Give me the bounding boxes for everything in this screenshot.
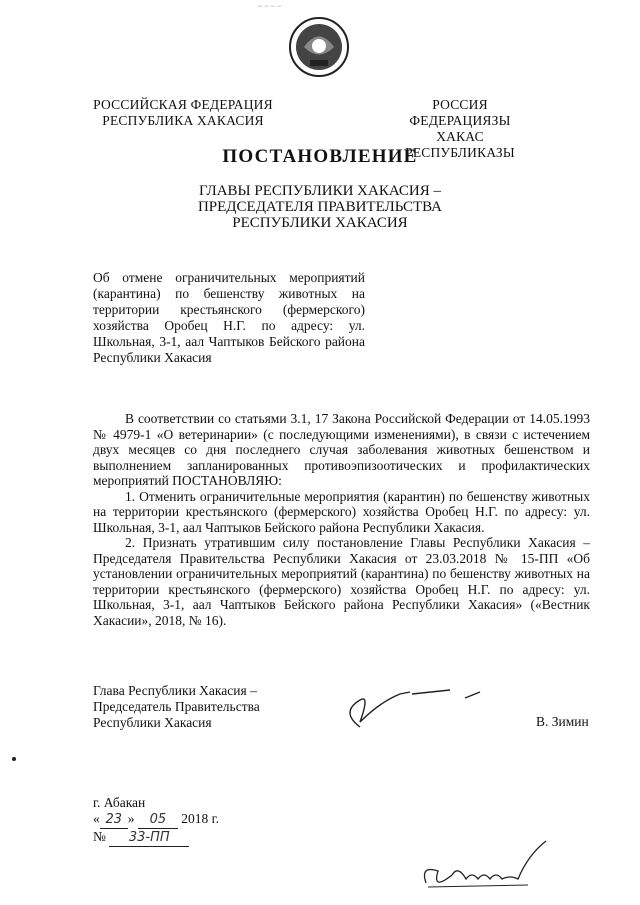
signatory-title — [93, 683, 260, 731]
document-number: 33-ПП — [109, 830, 189, 847]
date-day: 23 — [100, 812, 128, 829]
signatory-line1: Глава Республики Хакасия – — [93, 683, 257, 698]
header-right-line1: РОССИЯ ФЕДЕРАЦИЯЗЫ — [409, 97, 511, 128]
header-left-line2: РЕСПУБЛИКА ХАКАСИЯ — [102, 113, 264, 128]
date-line: « 23 » 05 2018 г. — [93, 811, 220, 827]
city: г. Абакан — [93, 795, 146, 810]
header-russian-federation — [93, 97, 273, 129]
body-intro: В соответствии со статьями 3.1, 17 Закона Российской Федерации от 14.05.1993 № 4979-1 «О ветеринарии» (с последующими изменениями), в связи с истечением двух месяцев со дня последнего случая заболевания животных бешенством и выполнением запланированных противоэпизоотических и профилактических мероприятий ПОСТАНОВЛЯЮ: — [93, 411, 590, 488]
document-subtitle — [150, 183, 490, 231]
date-month: 05 — [138, 812, 178, 829]
document-title: ПОСТАНОВЛЕНИЕ — [222, 146, 418, 167]
document-body — [93, 411, 590, 628]
coat-of-arms-emblem-icon — [288, 16, 350, 78]
margin-dot — [12, 757, 16, 761]
date-year: 2018 г. — [181, 811, 220, 826]
subtitle-line1: ГЛАВЫ РЕСПУБЛИКИ ХАКАСИЯ – — [198, 183, 442, 199]
number-line — [93, 829, 219, 847]
signatory-name: В. Зимин — [536, 714, 589, 729]
header-left-line1: РОССИЙСКАЯ ФЕДЕРАЦИЯ — [93, 97, 273, 112]
subtitle-line2: ПРЕДСЕДАТЕЛЯ ПРАВИТЕЛЬСТВА — [197, 199, 443, 215]
top-scan-mark: ~ ~ ~ ~ — [258, 2, 282, 11]
body-item-2: 2. Признать утратившим силу постановление Главы Республики Хакасия – Председателя Правительства Республики Хакасия от 23.03.2018 № 15-ПП «Об установлении ограничительных мероприятий (карантина) по бешенству животных на территории крестьянского (фермерского) хозяйства Оробец Н.Г. по адресу: ул. Школьная, 3-1, аал Чаптыков Бейского района Республики Хакасия» («Вестник Хакасии», 2018, № 16). — [93, 535, 590, 628]
number-prefix: № — [93, 829, 106, 844]
signatory-line2: Председатель Правительства — [93, 699, 260, 714]
signatory-line3: Республики Хакасия — [93, 715, 212, 730]
document-subject: Об отмене ограничительных мероприятий (карантина) по бешенству животных на территории крестьянского (фермерского) хозяйства Оробец Н.Г. по адресу: ул. Школьная, 3-1, аал Чаптыков Бейского района Республики Хакасия — [93, 270, 365, 365]
body-item-1: 1. Отменить ограничительные мероприятия (карантин) по бешенству животных на территории крестьянского (фермерского) хозяйства Оробец Н.Г. по адресу: ул. Школьная, 3-1, аал Чаптыков Бейского района Республики Хакасия. — [93, 488, 590, 535]
place-and-date — [93, 795, 219, 847]
header-right-line2: ХАКАС РЕСПУБЛИКАЗЫ — [405, 129, 515, 160]
handwritten-initials — [418, 835, 558, 895]
handwritten-signature — [330, 672, 510, 742]
subtitle-line3: РЕСПУБЛИКИ ХАКАСИЯ — [232, 215, 408, 231]
